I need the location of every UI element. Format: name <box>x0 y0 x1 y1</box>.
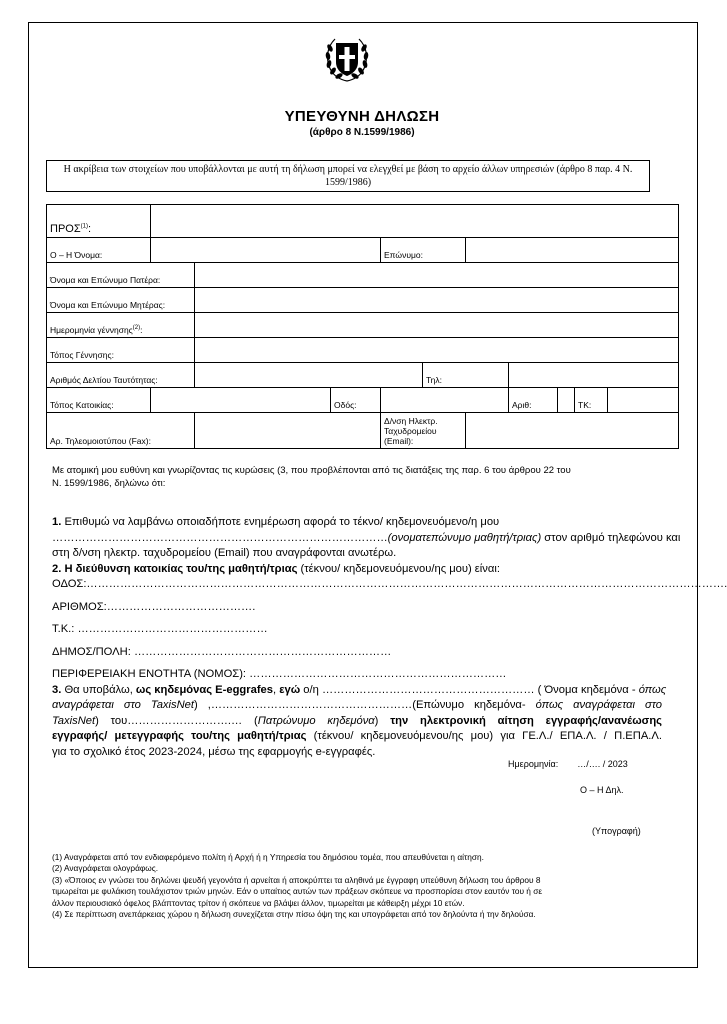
father-field[interactable] <box>195 263 679 288</box>
mother-field[interactable] <box>195 288 679 313</box>
item3-line4: εγγραφής/ μετεγγραφής του/της μαθητή/τριας (τέκνου/ κηδεμονευόμενου/ης μου) για ΓΕ.Λ./ ΕΠΑ.Λ. / Π.ΕΠΑ.Λ. <box>52 730 662 742</box>
item3-line1: 3. Θα υποβάλω, ως κηδεμόνας E-eggrafes, εγώ ο/η ………………………………………………… ( Όνομα κηδεμόνα - όπως <box>52 683 667 696</box>
birthdate-field[interactable] <box>195 313 679 338</box>
footnote-3c: άλλον περιουσιακό όφελος βλάπτοντας τρίτον ή σκόπευε να βλάψει άλλον, τιμωρείται με κάθειρξη μέχρι 10 ετών. <box>52 897 465 908</box>
item3-line5: για το σχολικό έτος 2023-2024, μέσω της εφαρμογής e-εγγραφές. <box>52 745 376 758</box>
hellenic-republic-emblem-icon <box>322 34 372 84</box>
item2-line1: 2. Η διεύθυνση κατοικίας του/της μαθητή/τριας (τέκνου/ κηδεμονευόμενου/ης μου) είναι: <box>52 562 500 575</box>
postcode-label: ΤΚ: <box>575 388 608 413</box>
intro-text: Με ατομική μου ευθύνη και γνωρίζοντας τις κυρώσεις (3, που προβλέπονται από τις διατάξεις της παρ. 6 του άρθρου 22 του Ν. 1599/1986, δηλώνω ότι: <box>52 465 571 489</box>
form-row-name <box>47 238 679 263</box>
item1-line2: ………………………………………………………………………………(ονοματεπώνυμο μαθητή/τριας) στον αριθμό τηλεφώνου και <box>52 531 681 544</box>
postcode-field[interactable] <box>608 388 679 413</box>
signature-label: (Υπογραφή) <box>592 826 641 836</box>
form-row-birthdate <box>47 313 679 338</box>
page-title: ΥΠΕΥΘΥΝΗ ΔΗΛΩΣΗ <box>284 108 440 125</box>
fax-field[interactable] <box>195 413 381 449</box>
birthdate-label: Ημερομηνία γέννησης$^{(2)}$: <box>47 313 195 338</box>
id-number-field[interactable] <box>195 363 423 388</box>
item3-line2: αναγράφεται στο TaxisNet) ,………………………………………………(Επώνυμο κηδεμόνα- όπως αναγράφεται στο <box>52 699 662 711</box>
pros-label: ΠΡΟΣ$^{(1)}$: <box>47 205 151 238</box>
item2-arithmos: ΑΡΙΘΜΟΣ:…………………………………. <box>52 600 256 613</box>
birthplace-label: Τόπος Γέννησης: <box>47 338 195 363</box>
date-value[interactable]: …/…. / 2023 <box>577 759 628 769</box>
form-row-mother <box>47 288 679 313</box>
item2-tk: Τ.Κ.: …………………………………………… <box>52 623 268 635</box>
fax-label: Αρ. Τηλεομοιοτύπου (Fax): <box>47 413 195 449</box>
declaration-items <box>52 515 727 760</box>
id-number-label: Αριθμός Δελτίου Ταυτότητας: <box>47 363 195 388</box>
item1-line3: στη δ/νση ηλεκτρ. ταχυδρομείου (Email) που αναγράφονται ανωτέρω. <box>52 547 397 559</box>
footnote-1: (1) Αναγράφεται από τον ενδιαφερόμενο πολίτη ή Αρχή ή η Υπηρεσία του δημόσιου τομέα, που απευθύνεται η αίτηση. <box>52 852 484 862</box>
page-subtitle: (άρθρο 8 Ν.1599/1986) <box>309 127 415 138</box>
footnote-4: (4) Σε περίπτωση ανεπάρκειας χώρου η δήλωση συνεχίζεται στην πίσω όψη της και υπογράφεται από τον δηλούντα ή την δηλούσα. <box>52 909 536 920</box>
email-field[interactable] <box>466 413 679 449</box>
item3-line3: TaxisNet) του……………………….… (Πατρώνυμο κηδεμόνα) την ηλεκτρονική αίτηση εγγραφής/ανανέωσης <box>52 714 662 727</box>
item2-periferiaki: ΠΕΡΙΦΕΡΕΙΑΚΗ ΕΝΟΤΗΤΑ (ΝΟΜΟΣ): …………………………………………………………… <box>52 668 507 680</box>
mother-label: Όνομα και Επώνυμο Μητέρας: <box>47 288 195 313</box>
form-row-id <box>47 363 679 388</box>
name-field[interactable] <box>151 238 381 263</box>
form-row-residence <box>47 388 679 413</box>
email-label: Δ/νση Ηλεκτρ. Ταχυδρομείου (Email): <box>381 413 466 449</box>
item2-dimos: ΔΗΜΟΣ/ΠΟΛΗ: …………………………………………………………… <box>52 645 392 658</box>
number-label: Αριθ: <box>509 388 558 413</box>
footnote-3b: τιμωρείται με φυλάκιση τουλάχιστον τριών μηνών. Εάν ο υπαίτιος αυτών των πράξεων σκόπευε να προσπορίσει στον εαυτόν του ή σε <box>52 886 543 897</box>
signer-label: Ο – Η Δηλ. <box>580 785 624 795</box>
footnote-2: (2) Αναγράφεται ολογράφως. <box>52 863 159 874</box>
number-field[interactable] <box>558 388 575 413</box>
father-label: Όνομα και Επώνυμο Πατέρα: <box>47 263 195 288</box>
form-row-birthplace <box>47 338 679 363</box>
phone-field[interactable] <box>509 363 679 388</box>
item1-line1: 1. Επιθυμώ να λαμβάνω οποιαδήποτε ενημέρωση αφορά το τέκνο/ κηδεμονευόμενο/η μου <box>52 516 500 528</box>
declarant-form <box>46 204 679 449</box>
date-row <box>508 759 628 769</box>
residence-field[interactable] <box>151 388 331 413</box>
notice-box: Η ακρίβεια των στοιχείων που υποβάλλονται με αυτή τη δήλωση μπορεί να ελεγχθεί με βάση το αρχείο άλλων υπηρεσιών (άρθρο 8 παρ. 4 Ν. 1599/1986) <box>46 160 650 192</box>
form-row-father <box>47 263 679 288</box>
date-label: Ημερομηνία: <box>508 759 559 769</box>
birthplace-field[interactable] <box>195 338 679 363</box>
street-field[interactable] <box>381 388 509 413</box>
pros-field[interactable] <box>151 205 679 238</box>
form-row-contact <box>47 413 679 449</box>
phone-label: Τηλ: <box>423 363 509 388</box>
residence-label: Τόπος Κατοικίας: <box>47 388 151 413</box>
footnote-3a: (3) «Όποιος εν γνώσει του δηλώνει ψευδή γεγονότα ή αρνείται ή αποκρύπτει τα αληθινά με έγγραφη υπεύθυνη δήλωση του άρθρου 8 <box>52 874 541 885</box>
street-label: Οδός: <box>331 388 381 413</box>
footnotes <box>52 852 662 920</box>
form-row-pros <box>47 205 679 238</box>
surname-field[interactable] <box>466 238 679 263</box>
surname-label: Επώνυμο: <box>381 238 466 263</box>
item2-odos: ΟΔΟΣ:………………………………………………………………………………………………………………………………………………………. <box>52 578 727 590</box>
name-label: Ο – Η Όνομα: <box>47 238 151 263</box>
